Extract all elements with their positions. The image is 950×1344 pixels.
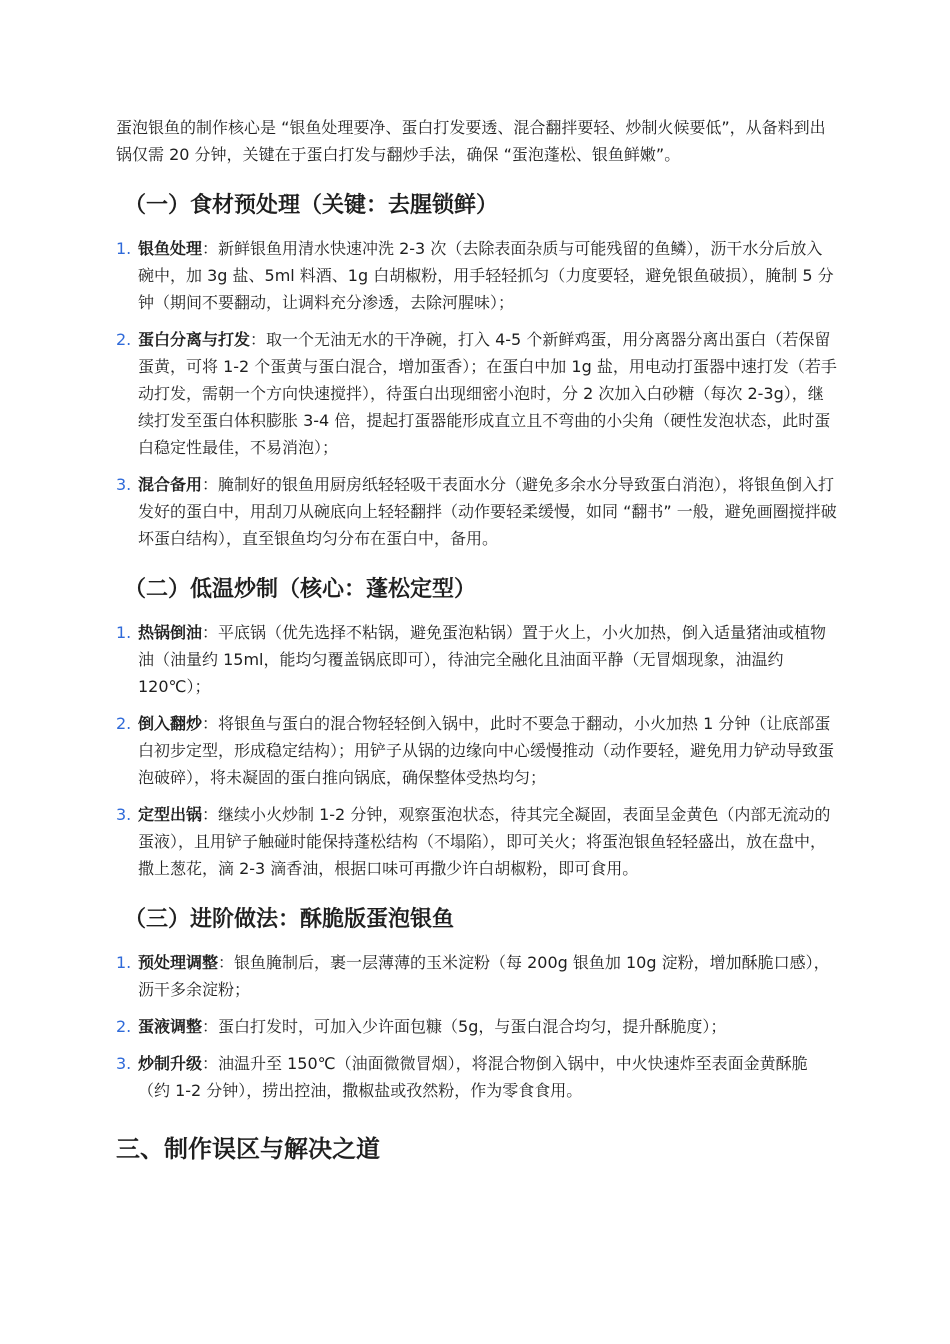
item-label: 银鱼处理 [138,239,203,258]
list-item [116,471,837,552]
item-text: ：取一个无油无水的干净碗，打入 4-5 个新鲜鸡蛋，用分离器分离出蛋白（若保留蛋黄，可将 1-2 个蛋黄与蛋白混合，增加蛋香）；在蛋白中加 1g 盐，用电动打蛋器中速打发（若手动打发，需朝一个方向快速搅拌），待蛋白出现细密小泡时，分 2 次加入白砂糖（每次 2-3g），继续打发至蛋白体积膨胀 3-4 倍，提起打蛋器能形成直立且不弯曲的小尖角（硬性发泡状态，此时蛋白稳定性最佳，不易消泡）； [138,330,837,457]
item-label: 预处理调整 [138,953,219,972]
item-label: 倒入翻炒 [138,714,203,733]
item-label: 蛋白分离与打发 [138,330,251,349]
list-number: 3. [116,1054,132,1073]
item-text: ：新鲜银鱼用清水快速冲洗 2-3 次（去除表面杂质与可能残留的鱼鳞），沥干水分后放入碗中，加 3g 盐、5ml 料酒、1g 白胡椒粉，用手轻轻抓匀（力度要轻，避免银鱼破损），腌制 5 分钟（期间不要翻动，让调料充分渗透，去除河腥味）； [138,239,834,312]
list-item [116,801,837,882]
list-item [116,326,837,461]
list-number: 1. [116,239,132,258]
chapter-heading: 三、制作误区与解决之道 [116,1135,380,1163]
list-number: 2. [116,330,132,349]
item-label: 定型出锅 [138,805,203,824]
list-item [116,949,837,1003]
item-label: 混合备用 [138,475,203,494]
section-advanced [116,904,837,1104]
list-item [116,235,837,316]
item-text: ：腌制好的银鱼用厨房纸轻轻吸干表面水分（避免多余水分导致蛋白消泡），将银鱼倒入打发好的蛋白中，用刮刀从碗底向上轻轻翻拌（动作要轻柔缓慢，如同 “翻书” 一般，避免画圈搅拌破坏蛋白结构），直至银鱼均匀分布在蛋白中，备用。 [138,475,837,548]
section-heading: （一）食材预处理（关键：去腥锁鲜） [124,193,499,218]
intro-paragraph: 蛋泡银鱼的制作核心是 “银鱼处理要净、蛋白打发要透、混合翻拌要轻、炒制火候要低”，从备料到出锅仅需 20 分钟，关键在于蛋白打发与翻炒手法，确保 “蛋泡蓬松、银鱼鲜嫩”。 [116,118,826,164]
item-text: ：继续小火炒制 1-2 分钟，观察蛋泡状态，待其完全凝固，表面呈金黄色（内部无流动的蛋液），且用铲子触碰时能保持蓬松结构（不塌陷），即可关火；将蛋泡银鱼轻轻盛出，放在盘中，撒上葱花，滴 2-3 滴香油，根据口味可再撒少许白胡椒粉，即可食用。 [138,805,831,878]
list-number: 1. [116,623,132,642]
list-item [116,1013,837,1040]
section-frying [116,574,837,882]
item-text: ：蛋白打发时，可加入少许面包糠（5g，与蛋白混合均匀，提升酥脆度）； [202,1017,727,1036]
section-heading: （二）低温炒制（核心：蓬松定型） [124,577,477,602]
step-list [116,235,837,552]
list-number: 3. [116,805,132,824]
list-item [116,619,837,700]
item-text: ：将银鱼与蛋白的混合物轻轻倒入锅中，此时不要急于翻动，小火加热 1 分钟（让底部蛋白初步定型，形成稳定结构）；用铲子从锅的边缘向中心缓慢推动（动作要轻，避免用力铲动导致蛋泡破碎），将未凝固的蛋白推向锅底，确保整体受热均匀； [138,714,835,787]
section-prep [116,190,837,552]
item-text: ：平底锅（优先选择不粘锅，避免蛋泡粘锅）置于火上，小火加热，倒入适量猪油或植物油（油量约 15ml，能均匀覆盖锅底即可），待油完全融化且油面平静（无冒烟现象，油温约 120℃）； [138,623,827,696]
item-text: ：油温升至 150℃（油面微微冒烟），将混合物倒入锅中，中火快速炸至表面金黄酥脆（约 1-2 分钟），捞出控油，撒椒盐或孜然粉，作为零食食用。 [138,1054,808,1100]
item-label: 炒制升级 [138,1054,203,1073]
list-number: 2. [116,714,132,733]
list-number: 2. [116,1017,132,1036]
list-item [116,710,837,791]
item-label: 热锅倒油 [138,623,203,642]
step-list [116,949,837,1104]
section-heading: （三）进阶做法：酥脆版蛋泡银鱼 [124,907,455,932]
step-list [116,619,837,882]
list-number: 1. [116,953,132,972]
list-item [116,1050,837,1104]
item-label: 蛋液调整 [138,1017,203,1036]
list-number: 3. [116,475,132,494]
item-text: ：银鱼腌制后，裹一层薄薄的玉米淀粉（每 200g 银鱼加 10g 淀粉，增加酥脆口感），沥干多余淀粉； [138,953,830,999]
